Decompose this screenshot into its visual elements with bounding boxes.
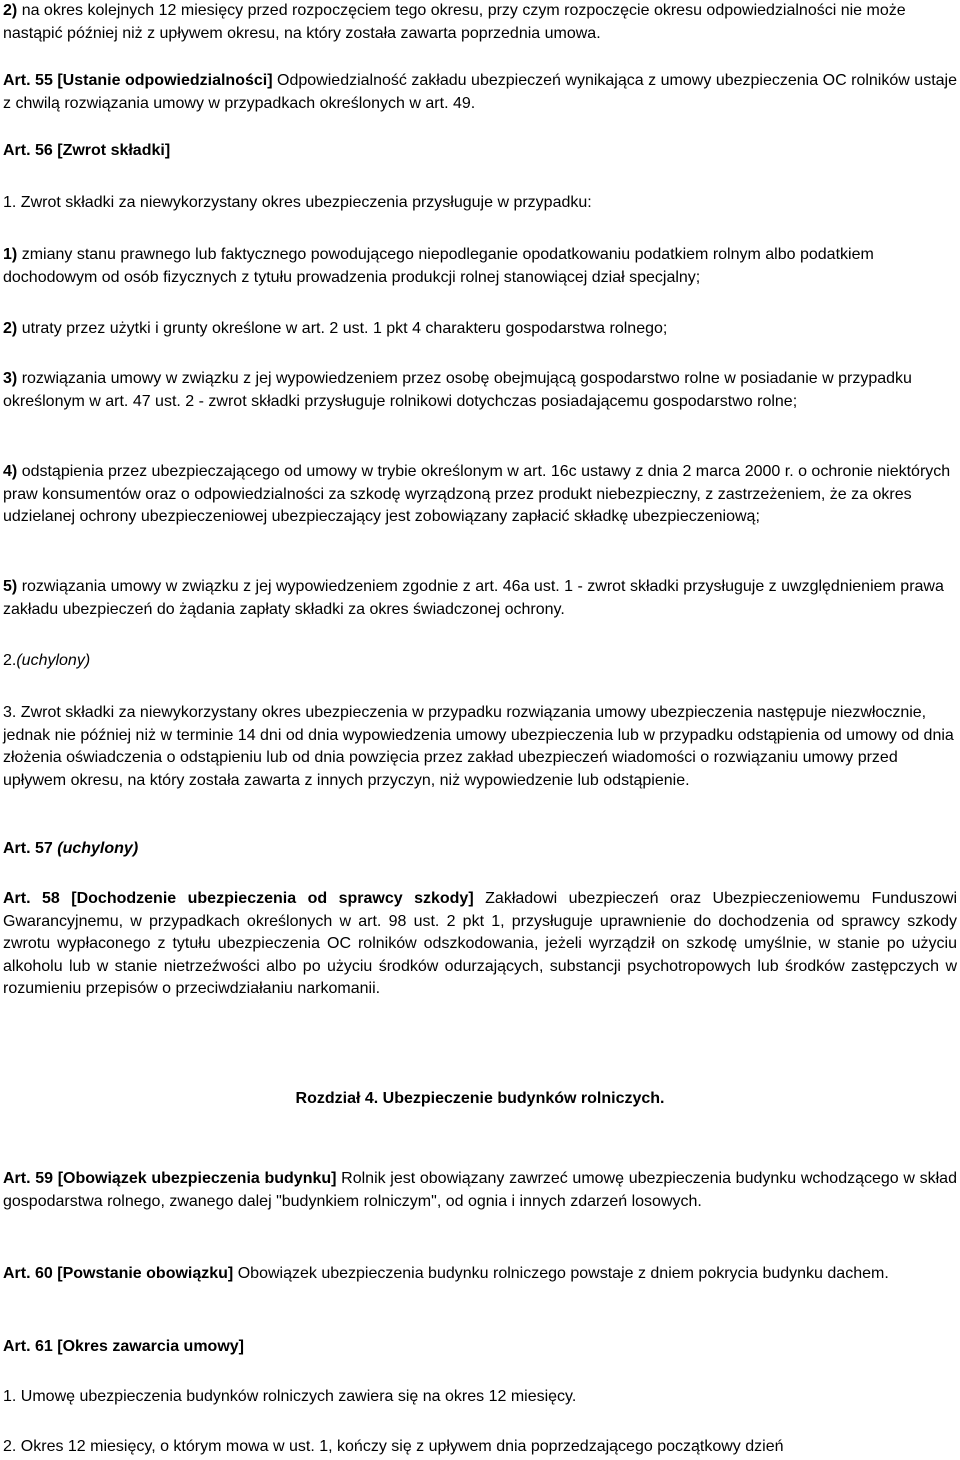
article-56-ust-1: 1. Zwrot składki za niewykorzystany okres ubezpieczenia przysługuje w przypadku:: [3, 194, 592, 211]
item-number: 2): [3, 2, 18, 19]
article-57: [3, 838, 957, 861]
list-item: [3, 368, 957, 413]
article-60: [3, 1263, 957, 1286]
list-item: [3, 318, 957, 341]
article-label: Art. 57: [3, 840, 53, 857]
article-text: Rolnik jest obowiązany zawrzeć umowę ubezpieczenia budynku wchodzącego w skład gospodarstwa rolnego, zwanego dalej "budynkiem rolniczym", od ognia i innych zdarzeń losowych.: [3, 1170, 957, 1210]
list-item: [3, 244, 957, 289]
article-56-ust-2: [3, 650, 957, 673]
article-61-ust-2: 2. Okres 12 miesięcy, o którym mowa w ust. 1, kończy się z upływem dnia poprzedzającego początkowy dzień: [3, 1438, 784, 1455]
item-text: rozwiązania umowy w związku z jej wypowiedzeniem przez osobę obejmującą gospodarstwo rolne w posiadanie w przypadku określonym w art. 47 ust. 2 - zwrot składki przysługuje rolnikowi dotychczas posiadającemu gospodarstwo rolne;: [3, 370, 912, 410]
article-61-ust-1: 1. Umowę ubezpieczenia budynków rolniczych zawiera się na okres 12 miesięcy.: [3, 1388, 577, 1405]
item-number: 4): [3, 463, 18, 480]
paragraph-intro-2: [3, 0, 957, 45]
article-label: Art. 58 [Dochodzenie ubezpieczenia od sprawcy szkody]: [3, 890, 474, 907]
item-number: 2): [3, 320, 18, 337]
article-58: [3, 888, 957, 1001]
item-number: 3): [3, 370, 18, 387]
article-55: [3, 70, 957, 115]
article-61-heading: Art. 61 [Okres zawarcia umowy]: [3, 1338, 244, 1355]
list-item: [3, 576, 957, 621]
article-56-heading: Art. 56 [Zwrot składki]: [3, 142, 171, 159]
item-text: na okres kolejnych 12 miesięcy przed rozpoczęciem tego okresu, przy czym rozpoczęcie okresu odpowiedzialności nie może nastąpić później niż z upływem okresu, na który została zawarta poprzednia umowa.: [3, 2, 906, 42]
article-label: Art. 60 [Powstanie obowiązku]: [3, 1265, 234, 1282]
article-label: Art. 55 [Ustanie odpowiedzialności]: [3, 72, 273, 89]
item-number: 5): [3, 578, 18, 595]
ust-number: 2.: [3, 652, 17, 669]
article-text: Zakładowi ubezpieczeń oraz Ubezpieczeniowemu Funduszowi Gwarancyjnemu, w przypadkach określonych w art. 98 ust. 2 pkt 1, przysługuje uprawnienie do dochodzenia od sprawcy szkody zwrotu wypłaconego z tytułu ubezpieczenia OC rolników odszkodowania, jeżeli wyrządził on szkodę umyślnie, w stanie po użyciu alkoholu lub w stanie nietrzeźwości albo po użyciu środków odurzających, substancji psychotropowych lub środków zastępczych w rozumieniu przepisów o przeciwdziałaniu narkomanii.: [3, 890, 958, 997]
article-59: [3, 1168, 957, 1213]
repealed-note: (uchylony): [57, 840, 139, 857]
item-text: zmiany stanu prawnego lub faktycznego powodującego niepodleganie opodatkowaniu podatkiem rolnym albo podatkiem dochodowym od osób fizycznych z tytułu prowadzenia produkcji rolnej stanowiącej dział specjalny;: [3, 246, 874, 286]
article-text: Obowiązek ubezpieczenia budynku rolniczego powstaje z dniem pokrycia budynku dachem.: [237, 1265, 889, 1282]
chapter-title: Rozdział 4. Ubezpieczenie budynków rolniczych.: [295, 1090, 665, 1107]
list-item: [3, 461, 957, 529]
article-56-ust-3: 3. Zwrot składki za niewykorzystany okres ubezpieczenia w przypadku rozwiązania umowy ubezpieczenia następuje niezwłocznie, jednak nie później niż w terminie 14 dni od dnia wypowiedzenia umowy ubezpieczenia lub w przypadku odstąpienia od umowy od dnia złożenia oświadczenia o odstąpieniu lub od dnia powzięcia przez zakład ubezpieczeń wiadomości o rozwiązaniu umowy przed upływem okresu, na który została zawarta z innych przyczyn, niż wypowiedzenie lub odstąpienie.: [3, 704, 954, 789]
article-text: Odpowiedzialność zakładu ubezpieczeń wynikająca z umowy ubezpieczenia OC rolników ustaje z chwilą rozwiązania umowy w przypadkach określonych w art. 49.: [3, 72, 958, 112]
item-text: utraty przez użytki i grunty określone w art. 2 ust. 1 pkt 4 charakteru gospodarstwa rolnego;: [21, 320, 668, 337]
item-text: odstąpienia przez ubezpieczającego od umowy w trybie określonym w art. 16c ustawy z dnia 2 marca 2000 r. o ochronie niektórych praw konsumentów oraz o odpowiedzialności za szkodę wyrządzoną przez produkt niebezpieczny, z zastrzeżeniem, że za okres udzielanej ochrony ubezpieczeniowej ubezpieczający jest zobowiązany zapłacić składkę ubezpieczeniową;: [3, 463, 951, 525]
item-text: rozwiązania umowy w związku z jej wypowiedzeniem zgodnie z art. 46a ust. 1 - zwrot składki przysługuje z uwzględnieniem prawa zakładu ubezpieczeń do żądania zapłaty składki za okres świadczonej ochrony.: [3, 578, 944, 618]
repealed-note: (uchylony): [16, 652, 91, 669]
item-number: 1): [3, 246, 18, 263]
article-label: Art. 59 [Obowiązek ubezpieczenia budynku]: [3, 1170, 337, 1187]
